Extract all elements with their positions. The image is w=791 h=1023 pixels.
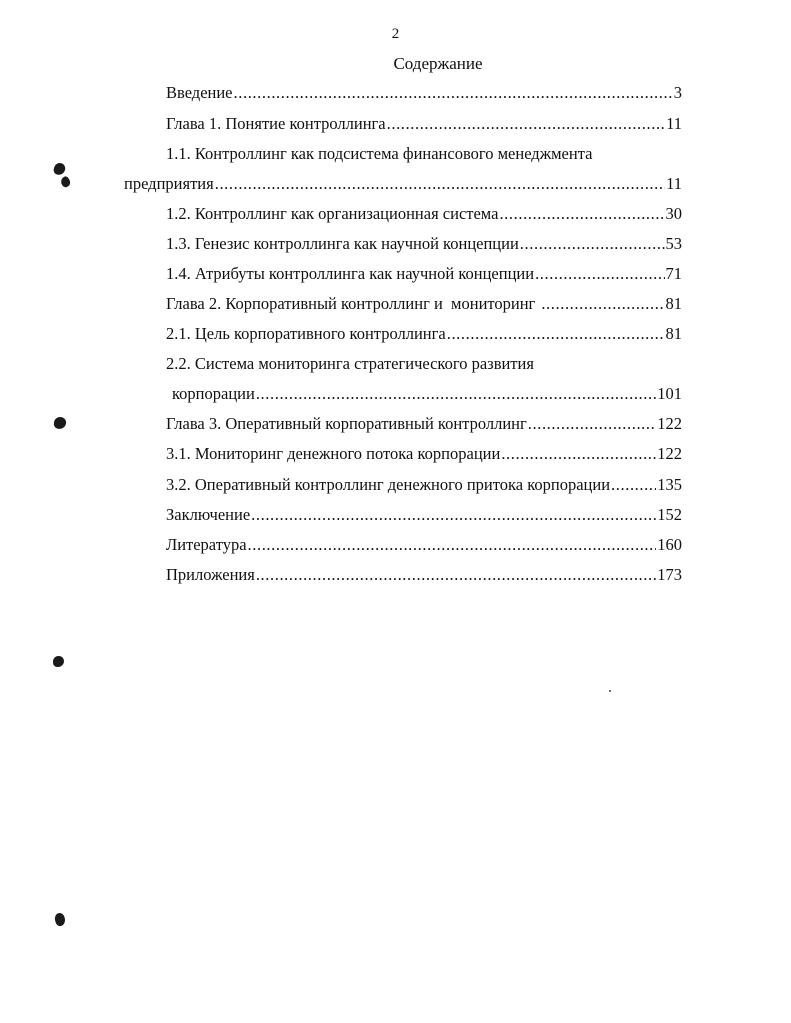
toc-entry-page: 135 xyxy=(657,475,682,494)
toc-entry-text: 1.3. Генезис контроллинга как научной концепции xyxy=(166,234,519,253)
toc-entry-page: 101 xyxy=(657,384,682,403)
dot-leader xyxy=(215,172,665,196)
dot-leader xyxy=(501,442,656,466)
dot-leader xyxy=(251,503,656,527)
page-number: 2 xyxy=(391,26,400,42)
toc-entry-section-1-4 xyxy=(166,262,682,286)
toc-entry-page: 81 xyxy=(665,294,682,313)
dot-leader xyxy=(611,473,656,497)
toc-entry-section-1-1 xyxy=(124,172,682,196)
dot-leader xyxy=(234,81,673,105)
toc-entry-section-3-1 xyxy=(166,442,682,466)
dot-leader xyxy=(520,232,665,256)
dot-leader xyxy=(256,382,656,406)
dot-leader xyxy=(541,292,664,316)
toc-entry-text: Заключение xyxy=(166,505,251,524)
toc-entry-section-2-2 xyxy=(172,382,682,406)
toc-entry-introduction xyxy=(166,81,682,105)
toc-entry-page: 3 xyxy=(673,83,682,102)
dot-leader xyxy=(256,563,656,587)
toc-entry-conclusion xyxy=(166,503,682,527)
dot-leader xyxy=(528,412,656,436)
toc-entry-text: 1.2. Контроллинг как организационная система xyxy=(166,204,499,223)
toc-entry-page: 71 xyxy=(665,264,682,283)
toc-entry-text: Приложения xyxy=(166,565,255,584)
toc-entry-section-2-2-line1: 2.2. Система мониторинга стратегического развития xyxy=(166,354,534,373)
toc-entry-section-1-2 xyxy=(166,202,682,226)
toc-entry-text: Глава 1. Понятие контроллинга xyxy=(166,114,386,133)
toc-entry-text: Введение xyxy=(166,83,233,102)
toc-entry-text: Литература xyxy=(166,535,247,554)
toc-entry-literature xyxy=(166,533,682,557)
toc-entry-text: 2.1. Цель корпоративного контроллинга xyxy=(166,324,446,343)
toc-entry-chapter-3 xyxy=(166,412,682,436)
toc-entry-page: 160 xyxy=(657,535,682,554)
page-title: Содержание xyxy=(393,54,483,73)
toc-entry-text: Глава 2. Корпоративный контроллинг и мониторинг xyxy=(166,294,536,313)
toc-entry-page: 11 xyxy=(666,114,682,133)
toc-entry-chapter-2 xyxy=(166,292,682,316)
toc-entry-text: предприятия xyxy=(124,174,214,193)
toc-entry-section-1-1-line1: 1.1. Контроллинг как подсистема финансового менеджмента xyxy=(166,144,593,163)
dot-leader xyxy=(387,112,665,136)
toc-entry-appendices xyxy=(166,563,682,587)
dot-leader xyxy=(535,262,664,286)
toc-entry-text: корпорации xyxy=(172,384,255,403)
scan-speck xyxy=(609,690,611,692)
toc-entry-page: 122 xyxy=(657,444,682,463)
toc-entry-page: 30 xyxy=(665,204,682,223)
toc-entry-text: Глава 3. Оперативный корпоративный контроллинг xyxy=(166,414,527,433)
toc-entry-text: 3.2. Оперативный контроллинг денежного притока корпорации xyxy=(166,475,611,494)
dot-leader xyxy=(499,202,664,226)
toc-entry-page: 152 xyxy=(657,505,682,524)
toc-entry-section-2-1 xyxy=(166,322,682,346)
toc-entry-text: 1.4. Атрибуты контроллинга как научной концепции xyxy=(166,264,535,283)
toc-entry-page: 11 xyxy=(666,174,682,193)
dot-leader xyxy=(447,322,665,346)
toc-entry-page: 81 xyxy=(665,324,682,343)
dot-leader xyxy=(248,533,657,557)
toc-entry-chapter-1 xyxy=(166,112,682,136)
toc-entry-page: 53 xyxy=(665,234,682,253)
toc-entry-text: 3.1. Мониторинг денежного потока корпорации xyxy=(166,444,501,463)
toc-entry-section-3-2 xyxy=(166,473,682,497)
toc-entry-section-1-3 xyxy=(166,232,682,256)
toc-entry-page: 173 xyxy=(657,565,682,584)
toc-entry-page: 122 xyxy=(657,414,682,433)
